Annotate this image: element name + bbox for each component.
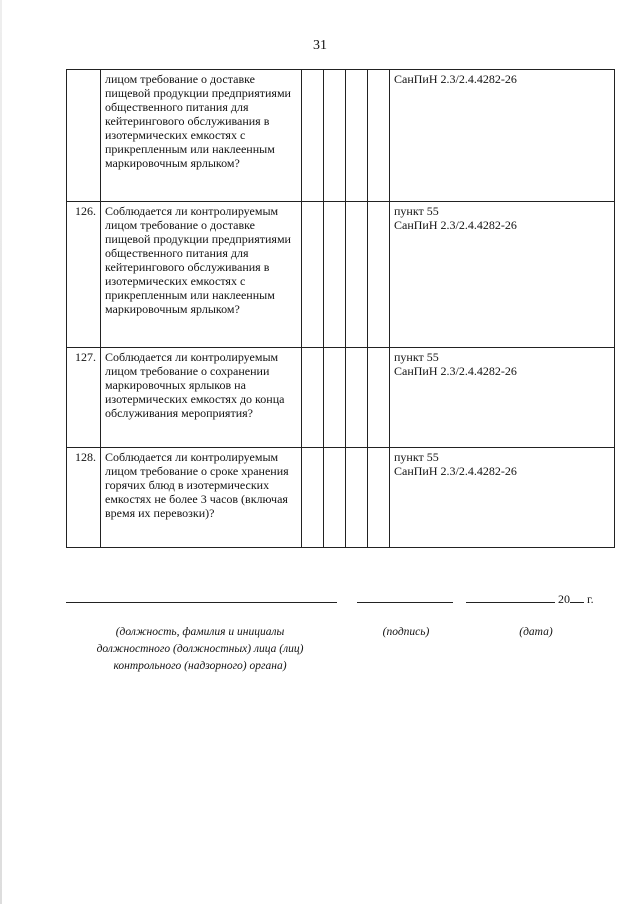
answer-yes-cell[interactable]: [302, 448, 324, 548]
row-question: лицом требование о доставке пищевой продукции предприятиями общественного питания для кейтерингового обслуживания в изотермических емкостях с прикрепленным или наклеенным маркировочным ярлыком?: [101, 70, 302, 202]
reference-point: пункт 55: [394, 204, 439, 218]
date-year: [558, 592, 594, 607]
row-reference: [390, 348, 615, 448]
table-row: [67, 448, 615, 548]
answer-na-cell[interactable]: [346, 348, 368, 448]
row-reference: [390, 70, 615, 202]
row-question: Соблюдается ли контролируемым лицом требование о доставке пищевой продукции предприятиями общественного питания для кейтерингового обслуживания в изотермических емкостях с прикрепленным или наклеенным маркировочным ярлыком?: [101, 202, 302, 348]
caption-position: (должность, фамилия и инициалы должностного (должностных) лица (лиц) контрольного (надзорного) органа): [96, 626, 304, 672]
table-row: [67, 202, 615, 348]
reference-document: СанПиН 2.3/2.4.4282-26: [394, 364, 517, 378]
answer-na-cell[interactable]: [346, 202, 368, 348]
answer-note-cell[interactable]: [368, 348, 390, 448]
row-reference: [390, 448, 615, 548]
caption-date: (дата): [519, 626, 553, 638]
row-reference: [390, 202, 615, 348]
signature-line[interactable]: [357, 602, 453, 603]
answer-yes-cell[interactable]: [302, 70, 324, 202]
page-number: 31: [313, 38, 327, 53]
caption-signature: (подпись): [382, 626, 430, 638]
row-number: 128.: [67, 448, 101, 548]
answer-no-cell[interactable]: [324, 70, 346, 202]
answer-note-cell[interactable]: [368, 202, 390, 348]
reference-document: СанПиН 2.3/2.4.4282-26: [394, 72, 517, 86]
date-line[interactable]: [466, 602, 555, 603]
table-row: [67, 348, 615, 448]
answer-yes-cell[interactable]: [302, 348, 324, 448]
scan-edge: [0, 0, 2, 904]
row-number: 127.: [67, 348, 101, 448]
row-number: 126.: [67, 202, 101, 348]
answer-no-cell[interactable]: [324, 348, 346, 448]
position-line[interactable]: [66, 602, 337, 603]
table-row: [67, 70, 615, 202]
reference-document: СанПиН 2.3/2.4.4282-26: [394, 464, 517, 478]
answer-note-cell[interactable]: [368, 70, 390, 202]
row-question: Соблюдается ли контролируемым лицом требование о сохранении маркировочных ярлыков на изотермических емкостях до конца обслуживания мероприятия?: [101, 348, 302, 448]
checklist-table: [66, 69, 615, 548]
year-blank[interactable]: [570, 592, 584, 603]
answer-note-cell[interactable]: [368, 448, 390, 548]
reference-point: пункт 55: [394, 450, 439, 464]
row-question: Соблюдается ли контролируемым лицом требование о сроке хранения горячих блюд в изотермических емкостях не более 3 часов (включая время их перевозки)?: [101, 448, 302, 548]
answer-na-cell[interactable]: [346, 448, 368, 548]
reference-document: СанПиН 2.3/2.4.4282-26: [394, 218, 517, 232]
answer-na-cell[interactable]: [346, 70, 368, 202]
answer-no-cell[interactable]: [324, 448, 346, 548]
row-number: [67, 70, 101, 202]
answer-no-cell[interactable]: [324, 202, 346, 348]
year-prefix: 20: [558, 592, 570, 606]
year-suffix: г.: [587, 592, 594, 606]
answer-yes-cell[interactable]: [302, 202, 324, 348]
reference-point: пункт 55: [394, 350, 439, 364]
